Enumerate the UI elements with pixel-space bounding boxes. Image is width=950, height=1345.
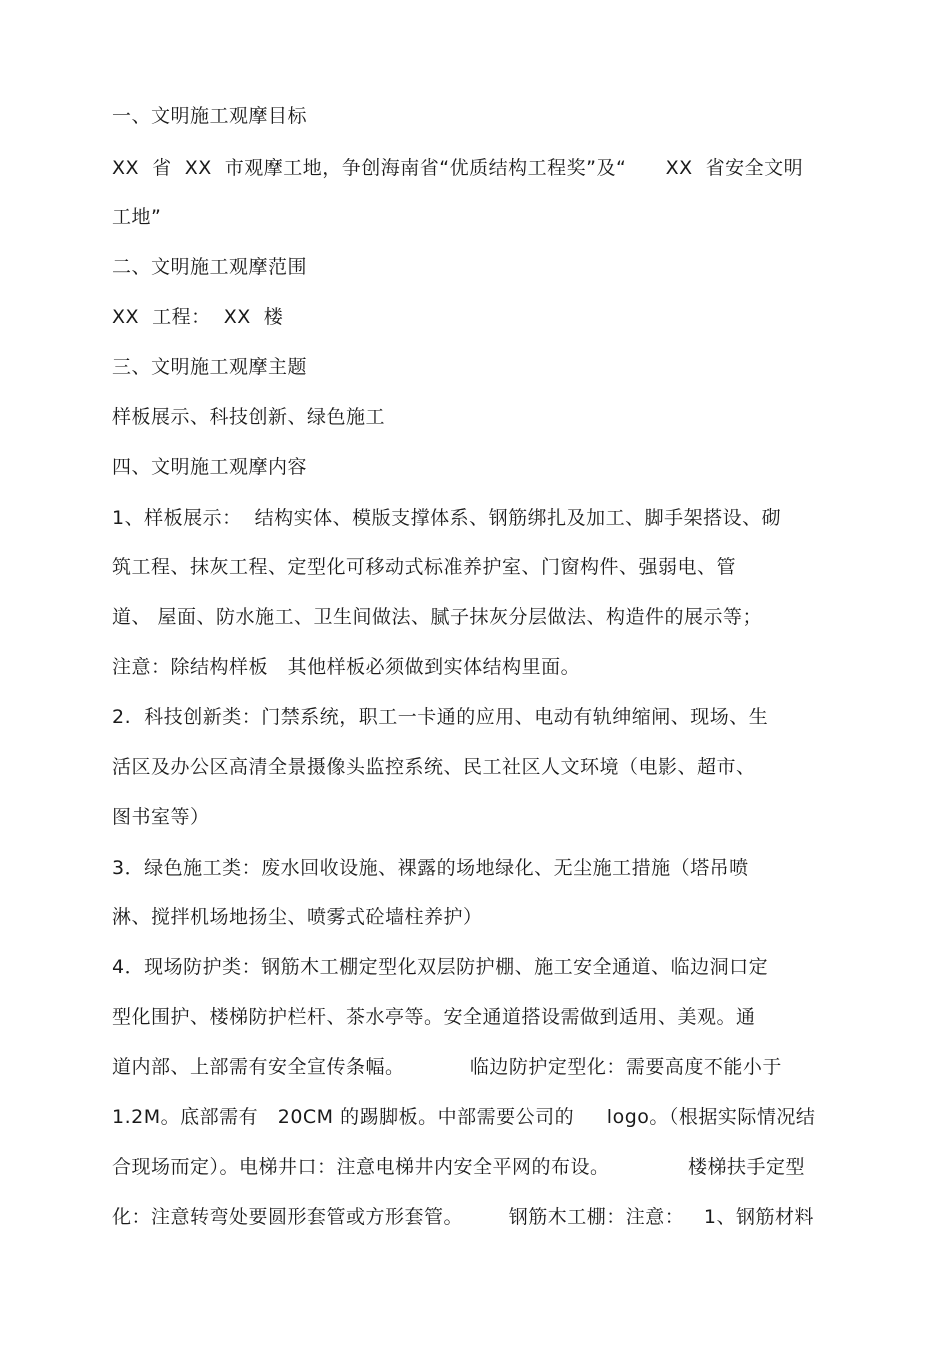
heading-3-theme: 三、文明施工观摩主题 xyxy=(112,356,308,378)
item-1-note: 注意：除结构样板 其他样板必须做到实体结构里面。 xyxy=(112,656,581,678)
paragraph-goal-line-2: 工地” xyxy=(112,206,162,228)
paragraph-goal-line-1: XX 省 XX 市观摩工地，争创海南省“优质结构工程奖”及“ XX 省安全文明 xyxy=(112,157,804,179)
paragraph-scope: XX 工程： XX 楼 xyxy=(112,306,284,328)
heading-1-goal: 一、文明施工观摩目标 xyxy=(112,105,308,127)
paragraph-theme: 样板展示、科技创新、绿色施工 xyxy=(112,406,386,428)
item-1-line-3: 道、 屋面、防水施工、卫生间做法、腻子抹灰分层做法、构造件的展示等； xyxy=(112,606,763,628)
item-3-line-1: 3．绿色施工类：废水回收设施、裸露的场地绿化、无尘施工措施（塔吊喷 xyxy=(112,857,749,879)
heading-2-scope: 二、文明施工观摩范围 xyxy=(112,256,308,278)
item-2-line-1: 2. 科技创新类：门禁系统，职工一卡通的应用、电动有轨绅缩闸、现场、生 xyxy=(112,706,769,728)
item-4-line-3: 道内部、上部需有安全宣传条幅。 临边防护定型化：需要高度不能小于 xyxy=(112,1056,782,1078)
item-4-line-5: 合现场而定）。电梯井口：注意电梯井内安全平网的布设。 楼梯扶手定型 xyxy=(112,1156,805,1178)
item-2-line-3: 图书室等） xyxy=(112,806,210,828)
item-4-line-6: 化：注意转弯处要圆形套管或方形套管。 钢筋木工棚：注意： 1、钢筋材料 xyxy=(112,1206,814,1228)
item-1-line-1: 1、样板展示： 结构实体、模版支撑体系、钢筋绑扎及加工、脚手架搭设、砌 xyxy=(112,507,782,529)
heading-4-content: 四、文明施工观摩内容 xyxy=(112,456,308,478)
item-4-line-4: 1.2M。底部需有 20CM 的踢脚板。中部需要公司的 logo。（根据实际情况结 xyxy=(112,1106,816,1128)
item-2-line-2: 活区及办公区高清全景摄像头监控系统、民工社区人文环境（电影、超市、 xyxy=(112,756,756,778)
item-3-line-2: 淋、搅拌机场地扬尘、喷雾式砼墙柱养护） xyxy=(112,906,483,928)
item-4-line-1: 4．现场防护类：钢筋木工棚定型化双层防护棚、施工安全通道、临边洞口定 xyxy=(112,956,769,978)
item-1-line-2: 筑工程、抹灰工程、定型化可移动式标准养护室、门窗构件、强弱电、管 xyxy=(112,556,737,578)
item-4-line-2: 型化围护、楼梯防护栏杆、茶水亭等。安全通道搭设需做到适用、美观。通 xyxy=(112,1006,756,1028)
